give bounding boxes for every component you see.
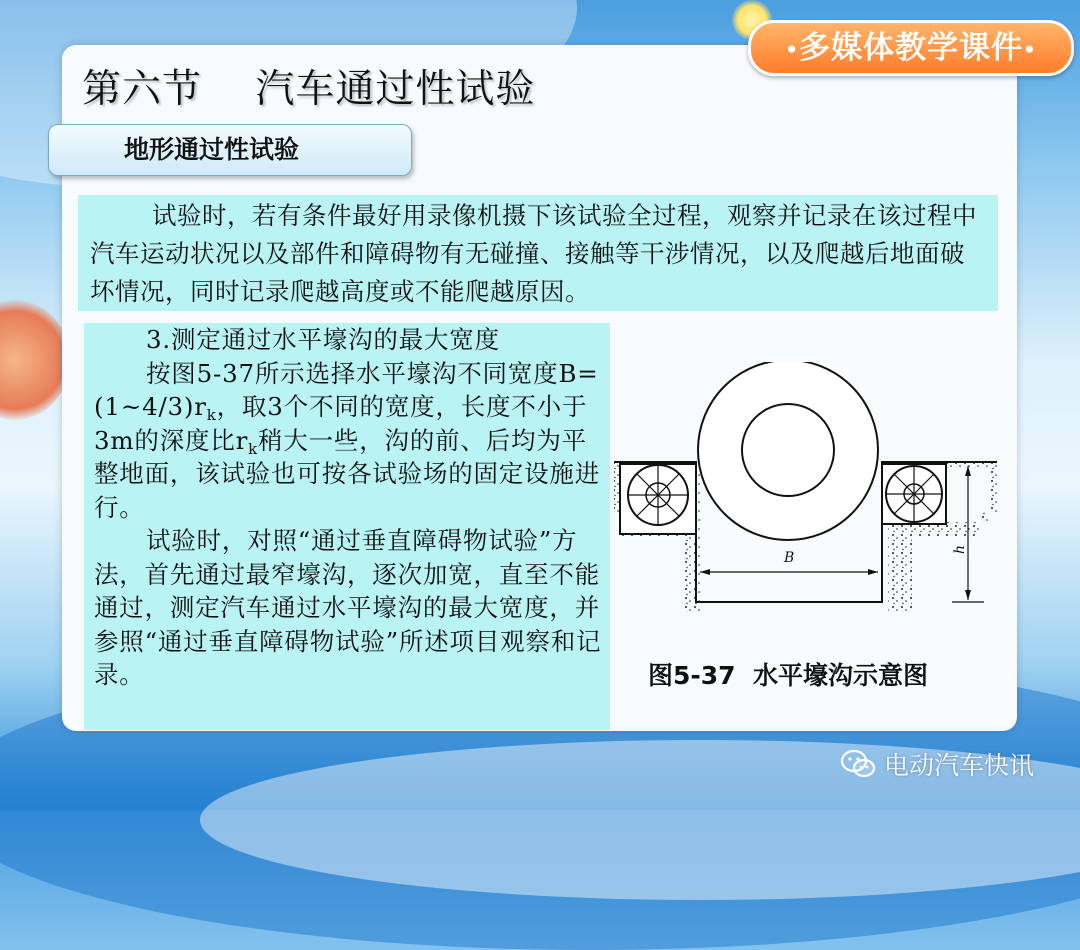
section3-heading: 3.测定通过水平壕沟的最大宽度 [146,325,500,354]
subscript-k: k [206,406,217,424]
trench-diagram [612,362,997,624]
section3-paragraph1 [94,357,602,525]
subtitle-box [48,124,412,176]
dimension-b-label: B [784,550,795,566]
paragraph-intro: 试验时，若有条件最好用录像机摄下该试验全过程，观察并记录在该过程中汽车运动状况以及部件和障碍物有无碰撞、接触等干涉情况，以及爬越后地面破坏情况，同时记录爬越高度或不能爬越原因。 [78,195,998,311]
brand-label: 多媒体教学课件 [799,30,1023,66]
subscript-k: k [248,439,259,458]
section3-paragraph2: 试验时，对照“通过垂直障碍物试验”方法，首先通过最窄壕沟，逐次加宽，直至不能通过，测定汽车通过水平壕沟的最大宽度，并参照“通过垂直障碍物试验”所述项目观察和记录。 [94,526,602,689]
watermark-label: 电动汽车快讯 [884,751,1035,780]
subtitle-text: 地形通过性试验 [124,135,300,164]
dimension-b-arrow [700,569,710,575]
section3-p1-part-a: 按图5-37所示选择水平壕沟不同宽度B=(1~4/3)r [94,358,599,421]
decorative-blob [0,300,70,420]
page-title: 第六节 汽车通过性试验 [82,67,536,112]
watermark [840,746,1034,782]
large-wheel-hub [742,404,834,496]
figure-caption: 图5-37 水平壕沟示意图 [648,661,928,690]
section3-p1-part-c: 稍大一些，沟的前、后均为平整地面，该试验也可按各试验场的固定设施进行。 [94,425,600,522]
dimension-b-arrow [868,569,878,575]
section3-text [84,323,610,730]
dimension-h-label: h [952,544,968,554]
dimension-h-arrow [965,590,971,600]
wechat-icon [840,749,876,779]
brand-badge: •多媒体教学课件• [748,20,1074,76]
section3-p1-part-b: ，取3个不同的宽度，长度不小于3m的深度比r [94,392,588,455]
